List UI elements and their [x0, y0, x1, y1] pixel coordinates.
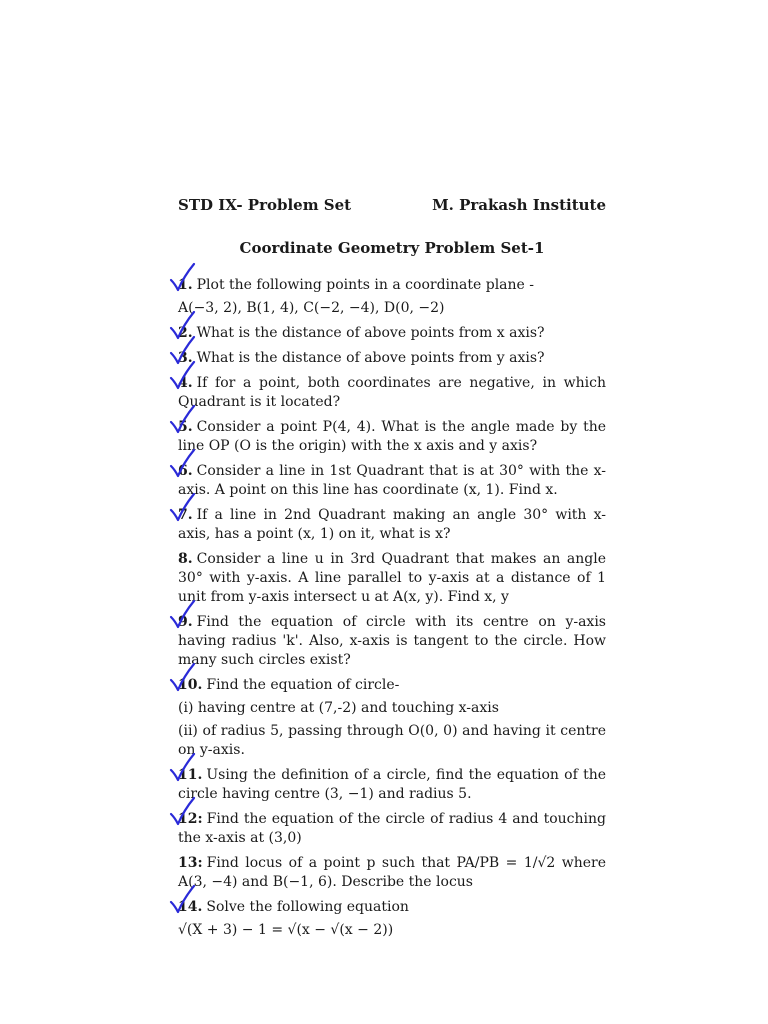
problem-item — [178, 810, 606, 848]
problem-item — [178, 766, 606, 804]
problem-text: √(X + 3) − 1 = √(x − √(x − 2)) — [178, 922, 394, 938]
problem-text: If a line in 2nd Quadrant making an angle 30° with x-axis, has a point (x, 1) on it, what is x? — [178, 507, 606, 542]
problem-number: 5. — [178, 419, 193, 435]
problem-set-page — [178, 196, 606, 946]
problem-number: 2. — [178, 325, 193, 341]
problem-item — [178, 854, 606, 892]
problem-number: 12: — [178, 811, 203, 827]
problem-text: Find the equation of the circle of radius 4 and touching the x-axis at (3,0) — [178, 811, 606, 846]
page-header — [178, 196, 606, 215]
page-title: Coordinate Geometry Problem Set-1 — [239, 239, 545, 257]
problem-list — [178, 276, 606, 940]
problem-number: 7. — [178, 507, 193, 523]
problem-number: 10. — [178, 677, 203, 693]
header-right: M. Prakash Institute — [432, 196, 606, 214]
problem-text: A(−3, 2), B(1, 4), C(−2, −4), D(0, −2) — [178, 300, 445, 316]
problem-text: (i) having centre at (7,-2) and touching x-axis — [178, 700, 499, 716]
problem-text: What is the distance of above points from x axis? — [196, 325, 545, 341]
problem-item — [178, 276, 606, 318]
problem-number: 6. — [178, 463, 193, 479]
problem-text: Solve the following equation — [206, 899, 409, 915]
problem-item — [178, 898, 606, 940]
problem-number: 1. — [178, 277, 193, 293]
problem-text: (ii) of radius 5, passing through O(0, 0) and having it centre on y-axis. — [178, 723, 606, 758]
header-left: STD IX- Problem Set — [178, 196, 352, 214]
problem-item — [178, 676, 606, 760]
problem-item — [178, 462, 606, 500]
problem-item — [178, 324, 606, 343]
problem-number: 3. — [178, 350, 193, 366]
problem-text: If for a point, both coordinates are negative, in which Quadrant is it located? — [178, 375, 606, 410]
problem-text: Find locus of a point p such that PA/PB = 1/√2 where A(3, −4) and B(−1, 6). Describe the locus — [178, 855, 606, 890]
problem-text: Find the equation of circle with its centre on y-axis having radius 'k'. Also, x-axis is tangent to the circle. How many such circles exist? — [178, 614, 606, 668]
problem-text: Consider a line in 1st Quadrant that is at 30° with the x-axis. A point on this line has coordinate (x, 1). Find x. — [178, 463, 606, 498]
problem-number: 11. — [178, 767, 203, 783]
problem-number: 4. — [178, 375, 193, 391]
problem-text: What is the distance of above points from y axis? — [196, 350, 545, 366]
problem-text: Consider a line u in 3rd Quadrant that makes an angle 30° with y-axis. A line parallel to y-axis at a distance of 1 unit from y-axis intersect u at A(x, y). Find x, y — [178, 551, 606, 605]
problem-text: Find the equation of circle- — [206, 677, 400, 693]
problem-item — [178, 374, 606, 412]
problem-number: 14. — [178, 899, 203, 915]
problem-number: 9. — [178, 614, 193, 630]
problem-item — [178, 550, 606, 607]
problem-text: Consider a point P(4, 4). What is the angle made by the line OP (O is the origin) with the x axis and y axis? — [178, 419, 606, 454]
problem-text: Using the definition of a circle, find the equation of the circle having centre (3, −1) and radius 5. — [178, 767, 606, 802]
problem-number: 8. — [178, 551, 193, 567]
problem-item — [178, 613, 606, 670]
problem-number: 13: — [178, 855, 203, 871]
problem-item — [178, 418, 606, 456]
problem-item — [178, 506, 606, 544]
problem-item — [178, 349, 606, 368]
problem-text: Plot the following points in a coordinate plane - — [196, 277, 534, 293]
